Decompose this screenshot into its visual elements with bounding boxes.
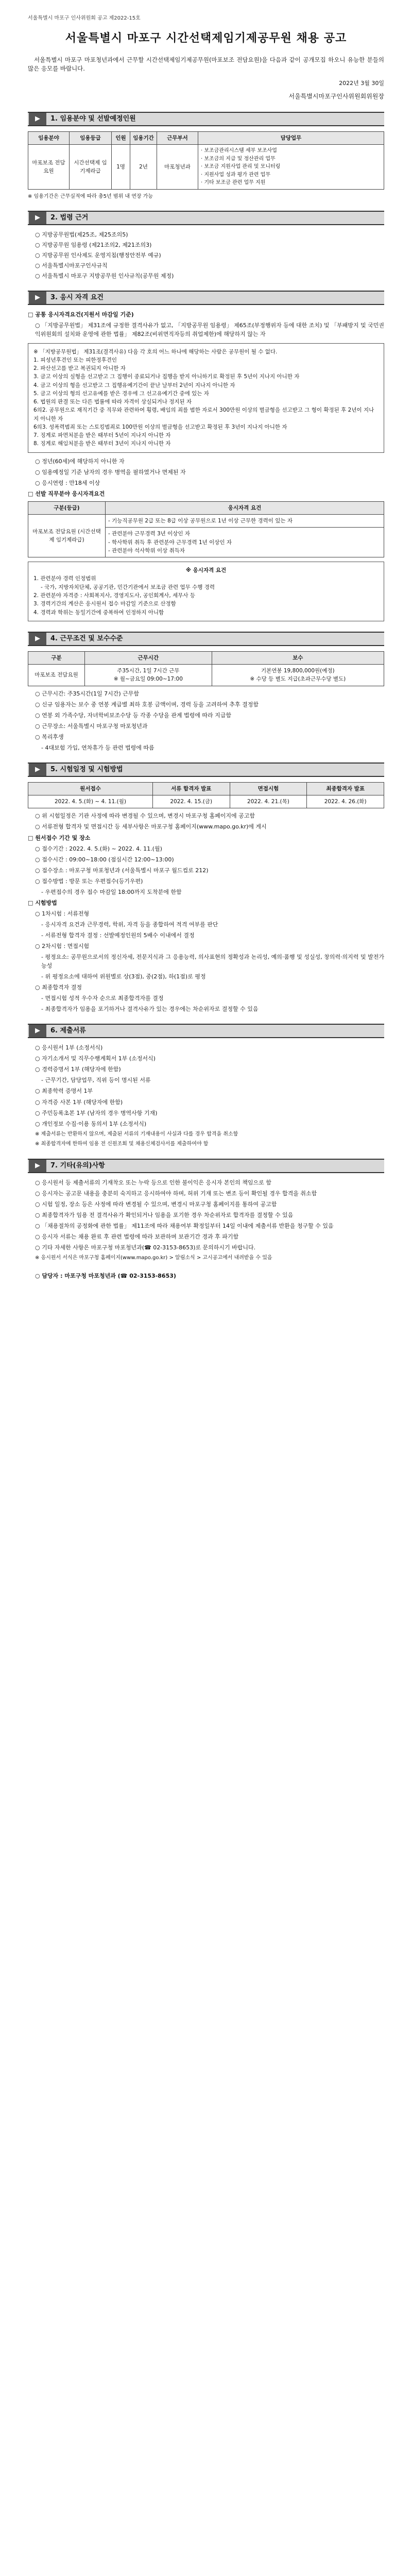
section-icon: ▶ (29, 764, 46, 776)
working-conditions-table: 구분 근무시간 보수 마포보조 전담요원 주35시간, 1일 7시간 근무 ※ 월~금요일 09:00~17:00 기본연봉 19,800,000원(예정) ※ 수당 등 별도 지급(초과근무수당 별도) (28, 651, 384, 686)
section-header: ▶ 4. 근무조건 및 보수수준 (28, 632, 384, 646)
announcement-page: 서울특별시 마포구 인사위원회 공고 제2022-15호 서울특별시 마포구 시간선택제임기제공무원 채용 공고 서울특별시 마포구 마포청년과에서 근무할 시간선택제임기제공무원(마포보조 전담요원)을 다음과 같이 공개모집 하오니 유능한 분들의 많은 응모를 바랍니다. 2022년 3월 30일 서울특별시마포구인사위원회위원장 ▶ 1. 임용분야 및 선발예정인원 임용분야 임용등급 인원 임용기간 근무부서 담당업무 마포보조 전담요원 시간선택제 임기제라급 1명 2년 마포청년과 · 보조금관리시스템 세부 보조사업 · 보조금의 지급 및 정산관리 업무 · 보조금 지원사업 관리 및 모니터링 · 지원사업 성과 평가 관련 업무 · 기타 보조금 관련 업무 지원 ※ 임용기간은 근무실적에 따라 총5년 범위 내 연장 가능 ▶ 2. 법령 근거 ○ 지방공무원법(제25조, 제25조의5) ○ 지방공무원 임용령 (제21조의2, 제21조의3) ○ 지방공무원 인사제도 운영지침(행정안전부 예규) ○ 서울특별시마포구인사규칙 ○ 서울특별시 마포구 지방공무원 인사규칙(공무원 제정) ▶ 3. 응시 자격 요건 □ 공통 응시자격요건(지원서 마감일 기준) ○ 「지방공무원법」 제31조에 규정한 결격사유가 없고, 「지방공무원 임용령」 제65조(부정행위자 등에 대한 조치) 및 「부패방지 및 국민권익위원회의 설치와 운영에 관한 법률」 제82조(비위면직자등의 취업제한)에 해당하지 않는 자 ※ 「지방공무원법」 제31조(결격사유) 다음 각 호의 어느 하나에 해당하는 사람은 공무원이 될 수 없다. 1. 피성년후견인 또는 피한정후견인 2. 파산선고를 받고 복권되지 아니한 자 3. 금고 이상의 실형을 선고받고 그 집행이 종료되거나 집행을 받지 아니하기로 확정된 후 5년이 지나지 아니한 자 4. 금고 이상의 형을 선고받고 그 집행유예기간이 끝난 날부터 2년이 지나지 아니한 자 5. 금고 이상의 형의 선고유예를 받은 경우에 그 선고유예기간 중에 있는 자 6. 법원의 판결 또는 다른 법률에 따라 자격이 상실되거나 정지된 자 6의2. 공무원으로 재직기간 중 직무와 관련하여 횡령, 배임의 죄를 범한 자로서 300만원 이상의 벌금형을 선고받고 그 형이 확정된 후 2년이 지나지 아니한 자 6의3. 성폭력범죄 또는 스토킹범죄로 100만원 이상의 벌금형을 선고받고 확정된 후 3년이 지나지 아니한 자 7. 징계로 파면처분을 받은 때부터 5년이 지나지 아니한 자 8. 징계로 해임처분을 받은 때부터 3년이 지나지 아니한 자 ○ 정년(60세)에 해당하지 아니한 자 ○ 임용예정일 기준 남자의 경우 병역을 필하였거나 면제된 자 ○ 응시연령 : 만18세 이상 □ 선발 직무분야 응시자격요건 구분(등급) 응시자격 요건 마포보조 전담요원 (시간선택제 임기제라급) - 기능직공무원 2급 또는 8급 이상 공무원으로 1년 이상 근무한 경력이 있는 자 - 관련분야 근무경력 3년 이상인 자 - 학사학위 취득 후 관련분야 근무경력 1년 이상인 자 - 관련분야 석사학위 이상 취득자 ※ 응시자격 요건 1. 관련분야 경력 인정범위 - 국가, 지방자치단체, 공공기관, 민간기관에서 보조금 관련 업무 수행 경력 2. 관련분야 자격증 : 사회복지사, 경영지도사, 공인회계사, 세무사 등 3. 경력기간의 계산은 응시원서 접수 마감일 기준으로 산정함 4. 경력과 학위는 동일기간에 중복하여 인정하지 아니함 ▶ 4. 근무조건 및 보수수준 구분 근무시간 보수 마포보조 전담요원 주35시간, 1일 7시간 근무 ※ 월~금요일 09:00~17:00 기본연봉 19,800,000원(예정) ※ 수당 등 별도 지급(초과근무수당 별도) ○ 근무시간: 주35시간(1일 7시간) 근무함 ○ 신규 임용자는 보수 중 연봉 계급별 최하 호봉 금액이며, 경력 등을 고려하여 추후 결정함 ○ 연봉 외 가족수당, 자녀학비보조수당 등 각종 수당을 관계 법령에 따라 지급함 ○ 근무장소: 서울특별시 마포구청 마포청년과 ○ 복리후생 - 4대보험 가입, 연차휴가 등 관련 법령에 따름 ▶ 5. 시험일정 및 시험방법 원서접수 서류 합격자 발표 면접시험 최종합격자 발표 2022. 4. 5.(화) ~ 4. 11.(월) 2022. 4. 15.(금) 2022. 4. 21.(목) 2022. 4. 26.(화) ○ 위 시험일정은 기관 사정에 따라 변경될 수 있으며, 변경시 마포구청 홈페이지에 공고함 ○ 서류전형 합격자 및 면접시간 등 세부사항은 마포구청 홈페이지(www.mapo.go.kr)에 게시 □ 원서접수 기간 및 장소 ○ 접수기간 : 2022. 4. 5.(화) ~ 2022. 4. 11.(월) ○ 접수시간 : 09:00~18:00 (점심시간 12:00~13:00) ○ 접수장소 : 마포구청 마포청년과 (서울특별시 마포구 월드컵로 212) ○ 접수방법 : 방문 또는 우편접수(등기우편) - 우편접수의 경우 접수 마감일 18:00까지 도착분에 한함 □ 시험방법 ○ 1차시험 : 서류전형 - 응시자격 요건과 근무경력, 학위, 자격 등을 종합하여 적격 여부를 판단 - 서류전형 합격자 결정 : 선발예정인원의 5배수 이내에서 결정 ○ 2차시험 : 면접시험 - 평정요소: 공무원으로서의 정신자세, 전문지식과 그 응용능력, 의사표현의 정확성과 논리성, 예의·품행 및 성실성, 창의력·의지력 및 발전가능성 - 위 평정요소에 대하여 위원별로 상(3점), 중(2점), 하(1점)로 평정 ○ 최종합격자 결정 - 면접시험 성적 우수자 순으로 최종합격자를 결정 - 최종합격자가 임용을 포기하거나 결격사유가 있는 경우에는 차순위자로 결정할 수 있음 ▶ 6. 제출서류 ○ 응시원서 1부 (소정서식) ○ 자기소개서 및 직무수행계획서 1부 (소정서식) ○ 경력증명서 1부 (해당자에 한함) - 근무기간, 담당업무, 직위 등이 명시된 서류 ○ 최종학력 증명서 1부 ○ 자격증 사본 1부 (해당자에 한함) ○ 주민등록초본 1부 (남자의 경우 병역사항 기재) ○ 개인정보 수집·이용 동의서 1부 (소정서식) ※ 제출서류는 반환하지 않으며, 제출된 서류의 기재내용이 사실과 다를 경우 합격을 취소함 ※ 최종합격자에 한하여 임용 전 신원조회 및 채용신체검사서를 제출하여야 함 ▶ 7. 기타(유의)사항 ○ 응시원서 등 제출서류의 기재착오 또는 누락 등으로 인한 불이익은 응시자 본인의 책임으로 함 ○ 응시자는 공고문 내용을 충분히 숙지하고 응시하여야 하며, 허위 기재 또는 변조 등이 확인될 경우 합격을 취소함 ○ 시험 일정, 장소 등은 사정에 따라 변경될 수 있으며, 변경시 마포구청 홈페이지를 통하여 공고함 ○ 최종합격자가 임용 전 결격사유가 확인되거나 임용을 포기한 경우 차순위자로 합격자를 결정할 수 있음 ○ 「채용절차의 공정화에 관한 법률」 제11조에 따라 채용여부 확정일부터 14일 이내에 제출서류 반환을 청구할 수 있음 ○ 응시자 서류는 채용 완료 후 관련 법령에 따라 보관하며 보관기간 경과 후 파기함 ○ 기타 자세한 사항은 마포구청 마포청년과(☎ 02-3153-8653)로 문의하시기 바랍니다. ※ 응시원서 서식은 마포구청 홈페이지(www.mapo.go.kr) > 알림소식 > 고시공고에서 내려받을 수 있음 ○ 담당자 : 마포구청 마포청년과 (☎ 02-3153-8653) (0, 0, 412, 1313)
law-list (28, 230, 384, 280)
section-header: ▶ 7. 기타(유의)사항 (28, 1159, 384, 1173)
announcement-date: 2022년 3월 30일 (339, 80, 384, 87)
list-item: ○ 지방공무원 인사제도 운영지침(행정안전부 예규) (35, 252, 161, 259)
section-header: ▶ 1. 임용분야 및 선발예정인원 (28, 112, 384, 126)
page-title: 서울특별시 마포구 시간선택제임기제공무원 채용 공고 (65, 31, 347, 45)
list-item: ○ 지방공무원법(제25조, 제25조의5) (35, 231, 128, 239)
qualification-table: 구분(등급) 응시자격 요건 마포보조 전담요원 (시간선택제 임기제라급) - 기능직공무원 2급 또는 8급 이상 공무원으로 1년 이상 근무한 경력이 있는 자 - 관련분야 근무경력 3년 이상인 자 - 학사학위 취득 후 관련분야 근무경력 1년 이상인 자 - 관련분야 석사학위 이상 취득자 (28, 501, 384, 557)
section-icon: ▶ (29, 113, 46, 125)
section-icon: ▶ (29, 212, 46, 224)
disqualification-box: ※ 「지방공무원법」 제31조(결격사유) 다음 각 호의 어느 하나에 해당하는 사람은 공무원이 될 수 없다. 1. 피성년후견인 또는 피한정후견인 2. 파산선고를 받고 복권되지 아니한 자 3. 금고 이상의 실형을 선고받고 그 집행이 종료되거나 집행을 받지 아니하기로 확정된 후 5년이 지나지 아니한 자 4. 금고 이상의 형을 선고받고 그 집행유예기간이 끝난 날부터 2년이 지나지 아니한 자 5. 금고 이상의 형의 선고유예를 받은 경우에 그 선고유예기간 중에 있는 자 6. 법원의 판결 또는 다른 법률에 따라 자격이 상실되거나 정지된 자 6의2. 공무원으로 재직기간 중 직무와 관련하여 횡령, 배임의 죄를 범한 자로서 300만원 이상의 벌금형을 선고받고 그 형이 확정된 후 2년이 지나지 아니한 자 6의3. 성폭력범죄 또는 스토킹범죄로 100만원 이상의 벌금형을 선고받고 확정된 후 3년이 지나지 아니한 자 7. 징계로 파면처분을 받은 때부터 5년이 지나지 아니한 자 8. 징계로 해임처분을 받은 때부터 3년이 지나지 아니한 자 (28, 343, 384, 453)
section-icon: ▶ (29, 1025, 46, 1037)
section-header: ▶ 2. 법령 근거 (28, 211, 384, 225)
section-icon: ▶ (29, 292, 46, 304)
positions-table: 임용분야 임용등급 인원 임용기간 근무부서 담당업무 마포보조 전담요원 시간선택제 임기제라급 1명 2년 마포청년과 · 보조금관리시스템 세부 보조사업 · 보조금의 지급 및 정산관리 업무 · 보조금 지원사업 관리 및 모니터링 · 지원사업 성과 평가 관련 업무 · 기타 보조금 관련 업무 지원 (28, 131, 384, 190)
section-header: ▶ 6. 제출서류 (28, 1024, 384, 1038)
section-icon: ▶ (29, 633, 46, 645)
schedule-table: 원서접수 서류 합격자 발표 면접시험 최종합격자 발표 2022. 4. 5.(화) ~ 4. 11.(월) 2022. 4. 15.(금) 2022. 4. 21.(목) 2022. 4. 26.(화) (28, 782, 384, 809)
intro-text: 서울특별시 마포구 마포청년과에서 근무할 시간선택제임기제공무원(마포보조 전담요원)을 다음과 같이 공개모집 하오니 유능한 분들의 많은 응모를 바랍니다. (28, 56, 384, 73)
notice-number: 서울특별시 마포구 인사위원회 공고 제2022-15호 (28, 15, 141, 21)
contact-info: ○ 담당자 : 마포구청 마포청년과 (☎ 02-3153-8653) (35, 1272, 176, 1279)
qualification-notes: ※ 응시자격 요건 1. 관련분야 경력 인정범위 - 국가, 지방자치단체, 공공기관, 민간기관에서 보조금 관련 업무 수행 경력 2. 관련분야 자격증 : 사회복지사, 경영지도사, 공인회계사, 세무사 등 3. 경력기간의 계산은 응시원서 접수 마감일 기준으로 산정함 4. 경력과 학위는 동일기간에 중복하여 인정하지 아니함 (28, 562, 384, 621)
section-header: ▶ 3. 응시 자격 요건 (28, 291, 384, 305)
section-icon: ▶ (29, 1160, 46, 1172)
positions-note: ※ 임용기간은 근무실적에 따라 총5년 범위 내 연장 가능 (28, 193, 153, 199)
section-header: ▶ 5. 시험일정 및 시험방법 (28, 762, 384, 777)
list-item: ○ 서울특별시 마포구 지방공무원 인사규칙(공무원 제정) (35, 273, 174, 280)
issuing-organization: 서울특별시마포구인사위원회위원장 (288, 93, 384, 100)
list-item: ○ 지방공무원 임용령 (제21조의2, 제21조의3) (35, 242, 152, 249)
list-item: ○ 서울특별시마포구인사규칙 (35, 262, 108, 269)
